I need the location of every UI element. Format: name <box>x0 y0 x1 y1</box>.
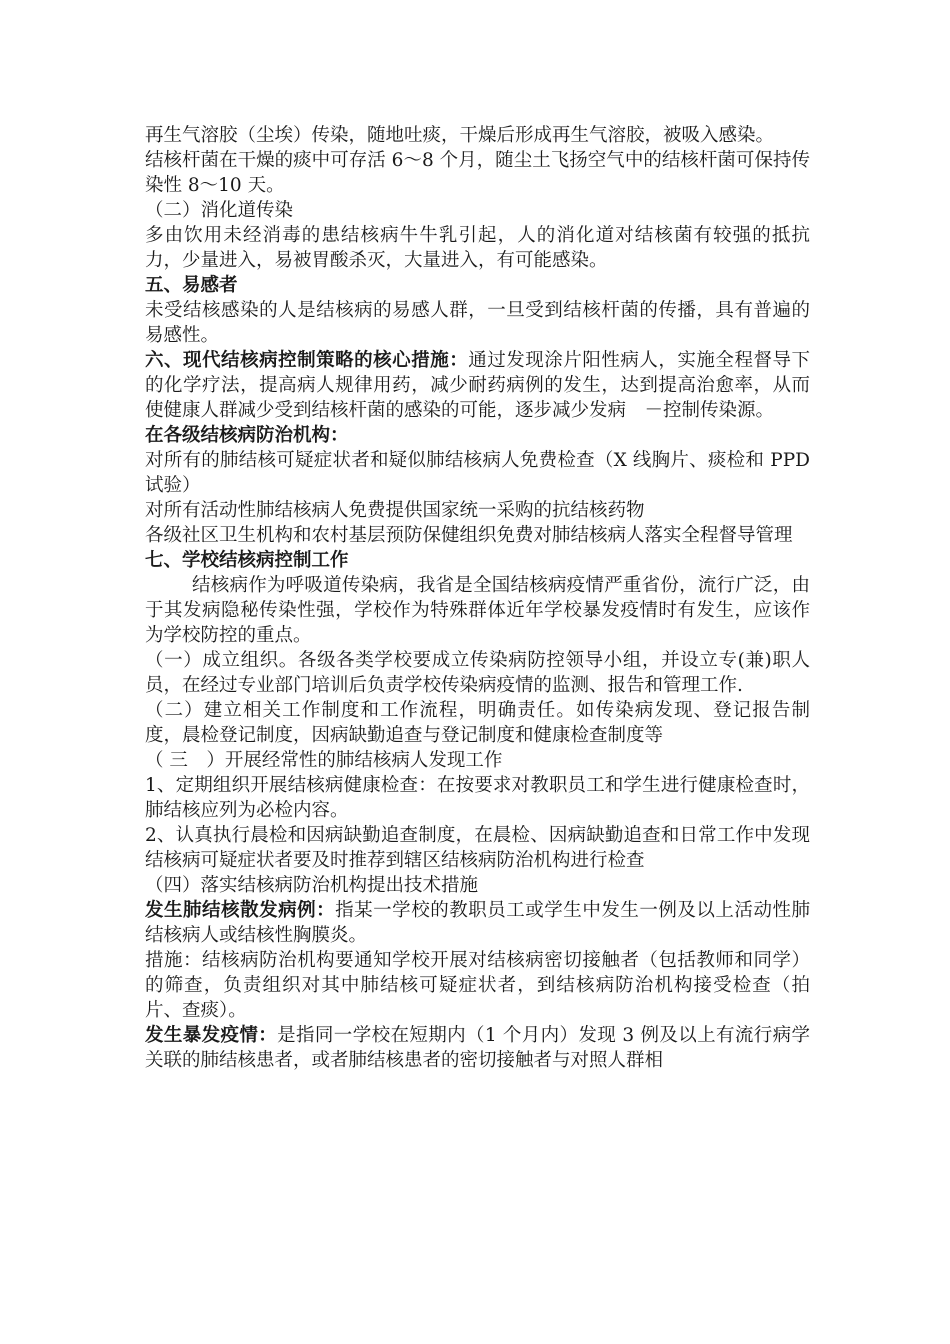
paragraph-text: 通过发现涂片阳性病人，实施全程督导下的化学疗法，提高病人规律用药，减少耐药病例的发生，达到提高治愈率，从而使健康人群减少受到结核杆菌的感染的可能，逐步减少发病 －控制传染源。 <box>145 350 810 421</box>
paragraph-susceptible-body <box>145 298 810 348</box>
paragraph-morning-check <box>145 823 810 873</box>
paragraph-digestive-heading <box>145 198 810 223</box>
bold-lead: 六、现代结核病控制策略的核心措施： <box>145 350 469 371</box>
paragraph-text: 指某一学校的教职员工或学生中发生一例及以上活动性肺结核病人或结核性胸膜炎。 <box>145 900 810 946</box>
paragraph-digestive-body <box>145 223 810 273</box>
paragraph-text: 是指同一学校在短期内（1 个月内）发现 3 例及以上有流行病学关联的肺结核患者，或者肺结核患者的密切接触者与对照人群相 <box>145 1025 810 1071</box>
paragraph-text: 1、定期组织开展结核病健康检查：在按要求对教职员工和学生进行健康检查时，肺结核应列为必检内容。 <box>145 775 810 821</box>
paragraph-sputum-survival <box>145 148 810 198</box>
bold-lead: 在各级结核病防治机构： <box>145 425 349 446</box>
paragraph-text: 结核杆菌在干燥的痰中可存活 6～8 个月，随尘土飞扬空气中的结核杆菌可保持传染性 8～10 天。 <box>145 150 810 196</box>
paragraph-text: （二）建立相关工作制度和工作流程，明确责任。如传染病发现、登记报告制度，晨检登记制度，因病缺勤追查与登记制度和健康检查制度等 <box>145 700 810 746</box>
paragraph-text: 2、认真执行晨检和因病缺勤追查制度，在晨检、因病缺勤追查和日常工作中发现结核病可疑症状者要及时推荐到辖区结核病防治机构进行检查 <box>145 825 810 871</box>
paragraph-text: （二）消化道传染 <box>145 200 294 221</box>
paragraph-free-exam <box>145 448 810 498</box>
bold-lead: 发生肺结核散发病例： <box>145 900 336 921</box>
paragraph-text: 措施：结核病防治机构要通知学校开展对结核病密切接触者（包括教师和同学）的筛查，负责组织对其中肺结核可疑症状者，到结核病防治机构接受检查（拍片、查痰）。 <box>145 950 810 1021</box>
bold-lead: 发生暴发疫情： <box>145 1025 278 1046</box>
bold-lead: 五、易感者 <box>145 275 238 296</box>
paragraph-text: （四）落实结核病防治机构提出技术措施 <box>145 875 479 896</box>
paragraph-text: 多由饮用未经消毒的患结核病牛牛乳引起，人的消化道对结核菌有较强的抵抗力，少量进入，易被胃酸杀灭，大量进入，有可能感染。 <box>145 225 810 271</box>
heading-institutions <box>145 423 810 448</box>
paragraph-text: 结核病作为呼吸道传染病，我省是全国结核病疫情严重省份，流行广泛，由于其发病隐秘传染性强，学校作为特殊群体近年学校暴发疫情时有发生，应该作为学校防控的重点。 <box>145 575 810 646</box>
heading-school-control <box>145 548 810 573</box>
paragraph-text: 再生气溶胶（尘埃）传染，随地吐痰，干燥后形成再生气溶胶，被吸入感染。 <box>145 125 775 146</box>
paragraph-airborne-reinfection <box>145 123 810 148</box>
paragraph-text: 对所有活动性肺结核病人免费提供国家统一采购的抗结核药物 <box>145 500 645 521</box>
paragraph-core-measures <box>145 348 810 423</box>
paragraph-outbreak <box>145 1023 810 1073</box>
paragraph-text: 各级社区卫生机构和农村基层预防保健组织免费对肺结核病人落实全程督导管理 <box>145 525 793 546</box>
paragraph-work-system <box>145 698 810 748</box>
paragraph-measures <box>145 948 810 1023</box>
paragraph-free-drugs <box>145 498 810 523</box>
bold-lead: 七、学校结核病控制工作 <box>145 550 349 571</box>
document-page <box>145 123 810 1073</box>
paragraph-supervision <box>145 523 810 548</box>
heading-susceptible <box>145 273 810 298</box>
paragraph-text: （ 三 ）开展经常性的肺结核病人发现工作 <box>145 750 503 771</box>
paragraph-text: （一）成立组织。各级各类学校要成立传染病防控领导小组，并设立专(兼)职人员，在经过专业部门培训后负责学校传染病疫情的监测、报告和管理工作. <box>145 650 810 696</box>
paragraph-school-intro <box>145 573 810 648</box>
paragraph-organization <box>145 648 810 698</box>
paragraph-sporadic-case <box>145 898 810 948</box>
paragraph-case-finding-heading <box>145 748 810 773</box>
paragraph-health-exam <box>145 773 810 823</box>
paragraph-text: 对所有的肺结核可疑症状者和疑似肺结核病人免费检查（X 线胸片、痰检和 PPD 试验） <box>145 450 810 496</box>
paragraph-text: 未受结核感染的人是结核病的易感人群，一旦受到结核杆菌的传播，具有普遍的易感性。 <box>145 300 810 346</box>
paragraph-tech-measures <box>145 873 810 898</box>
